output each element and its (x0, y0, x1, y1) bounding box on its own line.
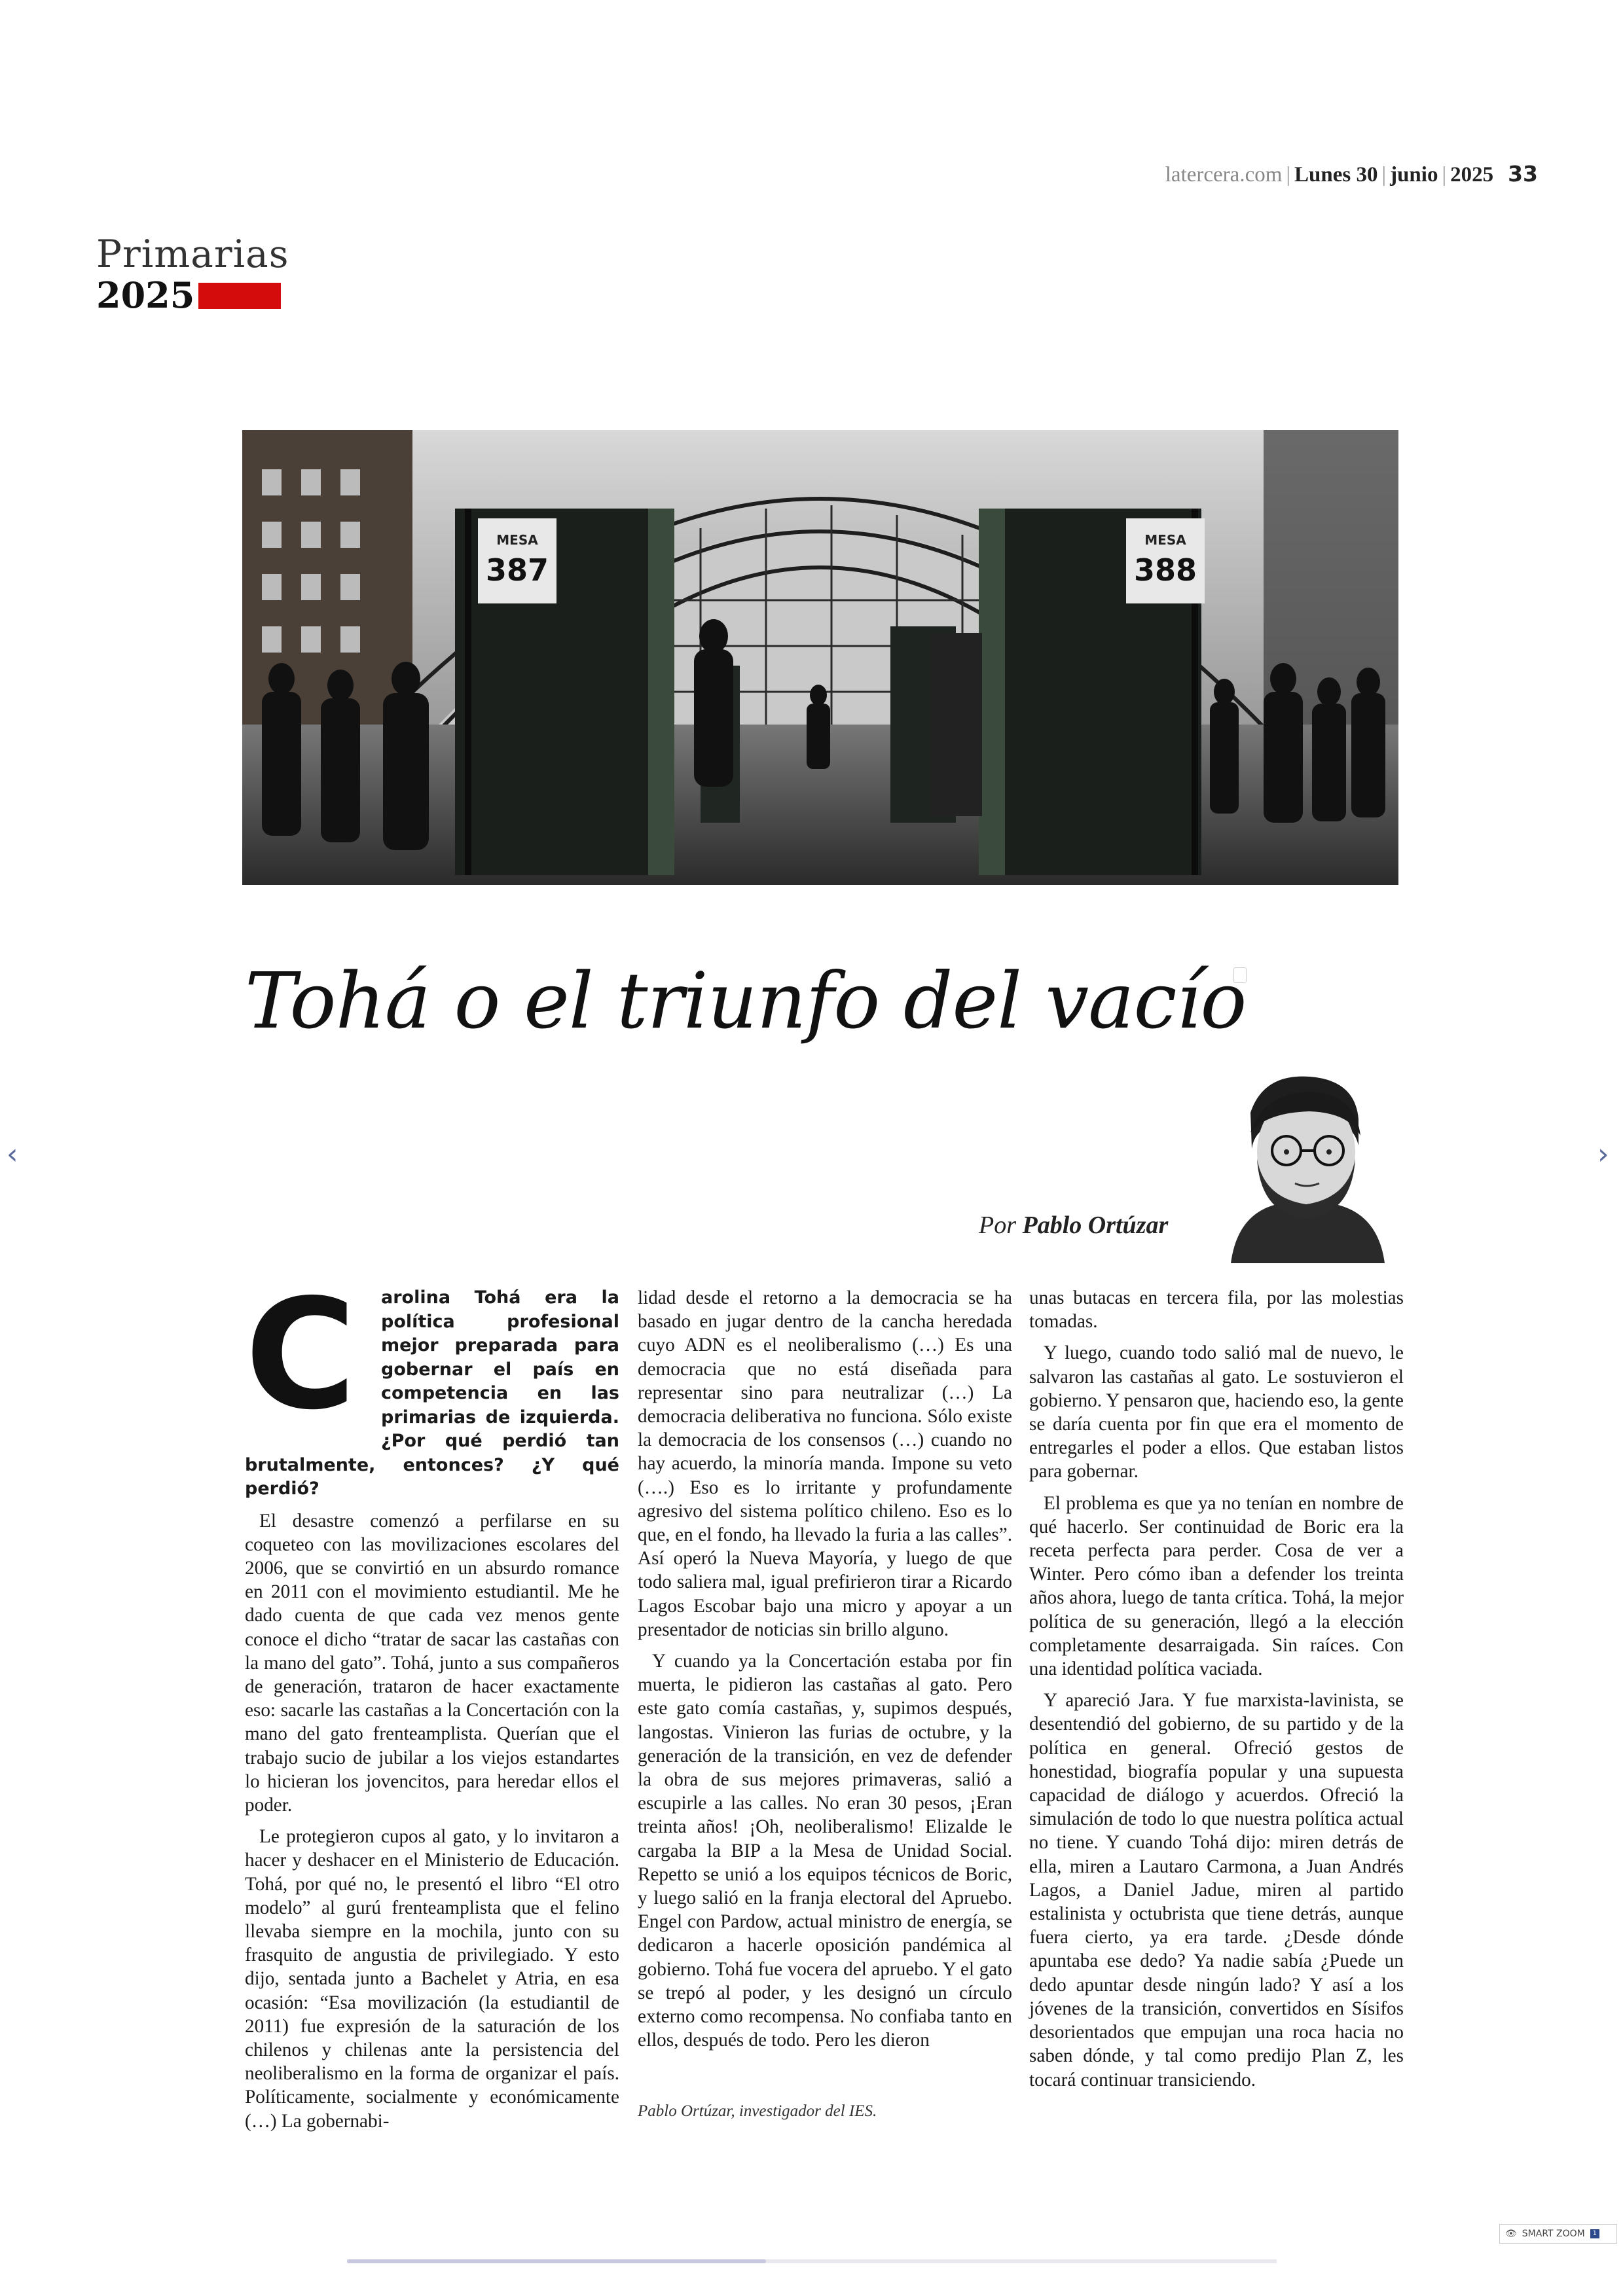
header-year: 2025 (1450, 163, 1494, 187)
zoom-badge: 1 (1590, 2229, 1599, 2238)
prev-page-button[interactable]: ‹ (7, 1138, 18, 1171)
page-header: latercera.com | Lunes 30 | junio | 2025 33 (1165, 161, 1538, 187)
column-1-paragraph-2: Le protegieron cupos al gato, y lo invitaron a hacer y deshacer en el Ministerio de Educación. Tohá, por qué no, le presentó el libro “El otro modelo” al gurú frenteamplista que el felino llevaba siempre en la mochila, junto con su frasquito de angustia de privilegiado. Y esto dijo, sentada junto a Bachelet y Atria, en esa ocasión: “Esa movilización (la estudiantil de 2011) fue expresión de la saturación de los chilenos y chilenas ante la persistencia del neoliberalismo en la forma de organizar el país. Políticamente, socialmente y económicamente (…) La gobernabi- (245, 1826, 619, 2132)
author-portrait (1224, 1073, 1388, 1263)
byline-prefix: Por (979, 1211, 1016, 1239)
smart-zoom-label: SMART ZOOM (1522, 2229, 1585, 2239)
column-2-paragraph-1: lidad desde el retorno a la democracia se ha basado en jugar dentro de la cancha heredada cuyo ADN es el neoliberalismo (…) Es una democracia que no está diseñada para representar sino para neutralizar (…) La democracia deliberativa no funciona. Sólo existe la democracia de los consensos (…) cuando no hay acuerdo, la minoría manda. Impone su veto (….) Eso es lo irritante y profundamente agresivo del sistema político chileno. Eso es lo que, en el fondo, ha llevado la furia a las calles”. Así operó la Nueva Mayoría, y luego de que todo saliera mal, igual prefirieron tirar a Ricardo Lagos Escobar bajo una micro y apoyar a un presentador de noticias sin brillo alguno. (638, 1287, 1012, 1640)
column-2-paragraph-2: Y cuando ya la Concertación estaba por fin muerta, le pidieron las castañas al gato. Pero este gato comía castañas, y, supimos después, langostas. Vinieron las furias de octubre, y la generación de la transición, en vez de defender la obra de sus mejores primaveras, salió a escupirle a las calles. No eran 30 pesos, ¡Eran treinta años! ¡Oh, neoliberalismo! Elizalde le cargaba la BIP a la Mesa de Unidad Social. Repetto se unió a los equipos técnicos de Boric, y luego salió en la franja electoral del Apruebo. Engel con Pardow, actual ministro de energía, se dedicaron a hacerle oposición pandémica al gobierno. Tohá fue vocera del apruebo. Y el gato se trepó al poder, y les designó un círculo externo como recompensa. No confiaba tanto en ellos, después de todo. Pero les dieron (638, 1651, 1012, 2051)
column-3-paragraph-1: unas butacas en tercera fila, por las molestias tomadas. (1029, 1287, 1404, 1333)
byline (979, 1211, 1168, 1240)
article-column-1 (245, 1266, 619, 2133)
column-1-paragraph-1: El desastre comenzó a perfilarse en su coqueteo con las movilizaciones escolares del 2006, que se convirtió en un absurdo romance en 2011 con el movimiento estudiantil. Me he dado cuenta de que cada vez menos gente conoce el dicho “tratar de sacar las castañas con la mano del gato”. Tohá, junto a sus compañeros de generación, trataron de hacer exactamente eso: sacarle las castañas a la Concertación con la mano del gato frenteamplista. Querían que el trabajo sucio de jubilar a los viejos estandartes lo hicieran los jovencitos, para heredar ellos el poder. (245, 1510, 619, 1816)
header-month: junio (1390, 163, 1438, 187)
drop-cap: C (245, 1266, 357, 1443)
bookmark-marker[interactable] (1233, 967, 1247, 983)
booth-number-right: 388 (1133, 552, 1197, 588)
page-number: 33 (1508, 161, 1538, 187)
section-word: Primarias (96, 232, 289, 276)
smart-zoom-button[interactable] (1499, 2224, 1617, 2244)
article-photo (242, 430, 1398, 885)
eye-icon: 👁 (1505, 2229, 1517, 2239)
article-column-2 (638, 1286, 1012, 2053)
booth-label-left: MESA (496, 532, 538, 548)
scrollbar-thumb[interactable] (347, 2259, 766, 2263)
section-label (96, 232, 289, 315)
author-name: Pablo Ortúzar (1022, 1211, 1169, 1239)
booth-label-right: MESA (1144, 532, 1186, 548)
article-title: Tohá o el triunfo del vacío (245, 956, 1247, 1046)
horizontal-scrollbar[interactable] (347, 2259, 1277, 2263)
booth-number-left: 387 (485, 552, 549, 588)
author-caption: Pablo Ortúzar, investigador del IES. (638, 2102, 877, 2120)
site-name: latercera.com (1165, 163, 1283, 187)
section-year: 2025 (96, 274, 195, 316)
header-day: Lunes 30 (1294, 163, 1378, 187)
column-3-paragraph-4: Y apareció Jara. Y fue marxista-lavinista, se desentendió del gobierno, de su partido y de la política en general. Ofreció gestos de honestidad, biografía popular y una supuesta capacidad de diálogo y acuerdos. Ofreció la simulación de todo lo que nuestra política actual no tiene. Y cuando Tohá dijo: miren detrás de ella, miren a Lautaro Carmona, a Juan Andrés Lagos, a Daniel Jadue, miren al partido estalinista y octubrista que tiene detrás, aunque fuera cierto, ya era tarde. ¿Desde dónde apuntaba ese dedo? Ya nadie sabía ¿Puede un dedo apuntar desde ningún lado? Y así a los jóvenes de la transición, convertidos en Sísifos desorientados que empujan una roca hacia no saben dónde, y tal como predijo Plan Z, les tocará continuar transiciendo. (1029, 1690, 1404, 2090)
next-page-button[interactable]: › (1597, 1138, 1609, 1171)
column-3-paragraph-3: El problema es que ya no tenían en nombre de qué hacerlo. Ser continuidad de Boric era la receta perfecta para perder. Cosa de ver a Winter. Pero cómo iban a defender los treinta años ahora, luego de tanta crítica. Tohá, la mejor política de su generación, llegó a la elección completamente desarraigada. Sin raíces. Con una identidad política vaciada. (1029, 1492, 1404, 1680)
article-lead: arolina Tohá era la política profesional mejor preparada para gobernar el país en competencia en las primarias de izquierda. ¿Por qué perdió tan brutalmente, entonces? ¿Y qué perdió? (245, 1287, 619, 1499)
column-3-paragraph-2: Y luego, cuando todo salió mal de nuevo, le salvaron las castañas al gato. Le sostuvieron el gobierno. Y pensaron que, haciendo eso, la gente se daría cuenta por fin que era el momento de entregarles el poder a ellos. Que estaban listos para gobernar. (1029, 1342, 1404, 1482)
article-column-3 (1029, 1286, 1404, 2092)
section-accent-bar (198, 283, 281, 309)
